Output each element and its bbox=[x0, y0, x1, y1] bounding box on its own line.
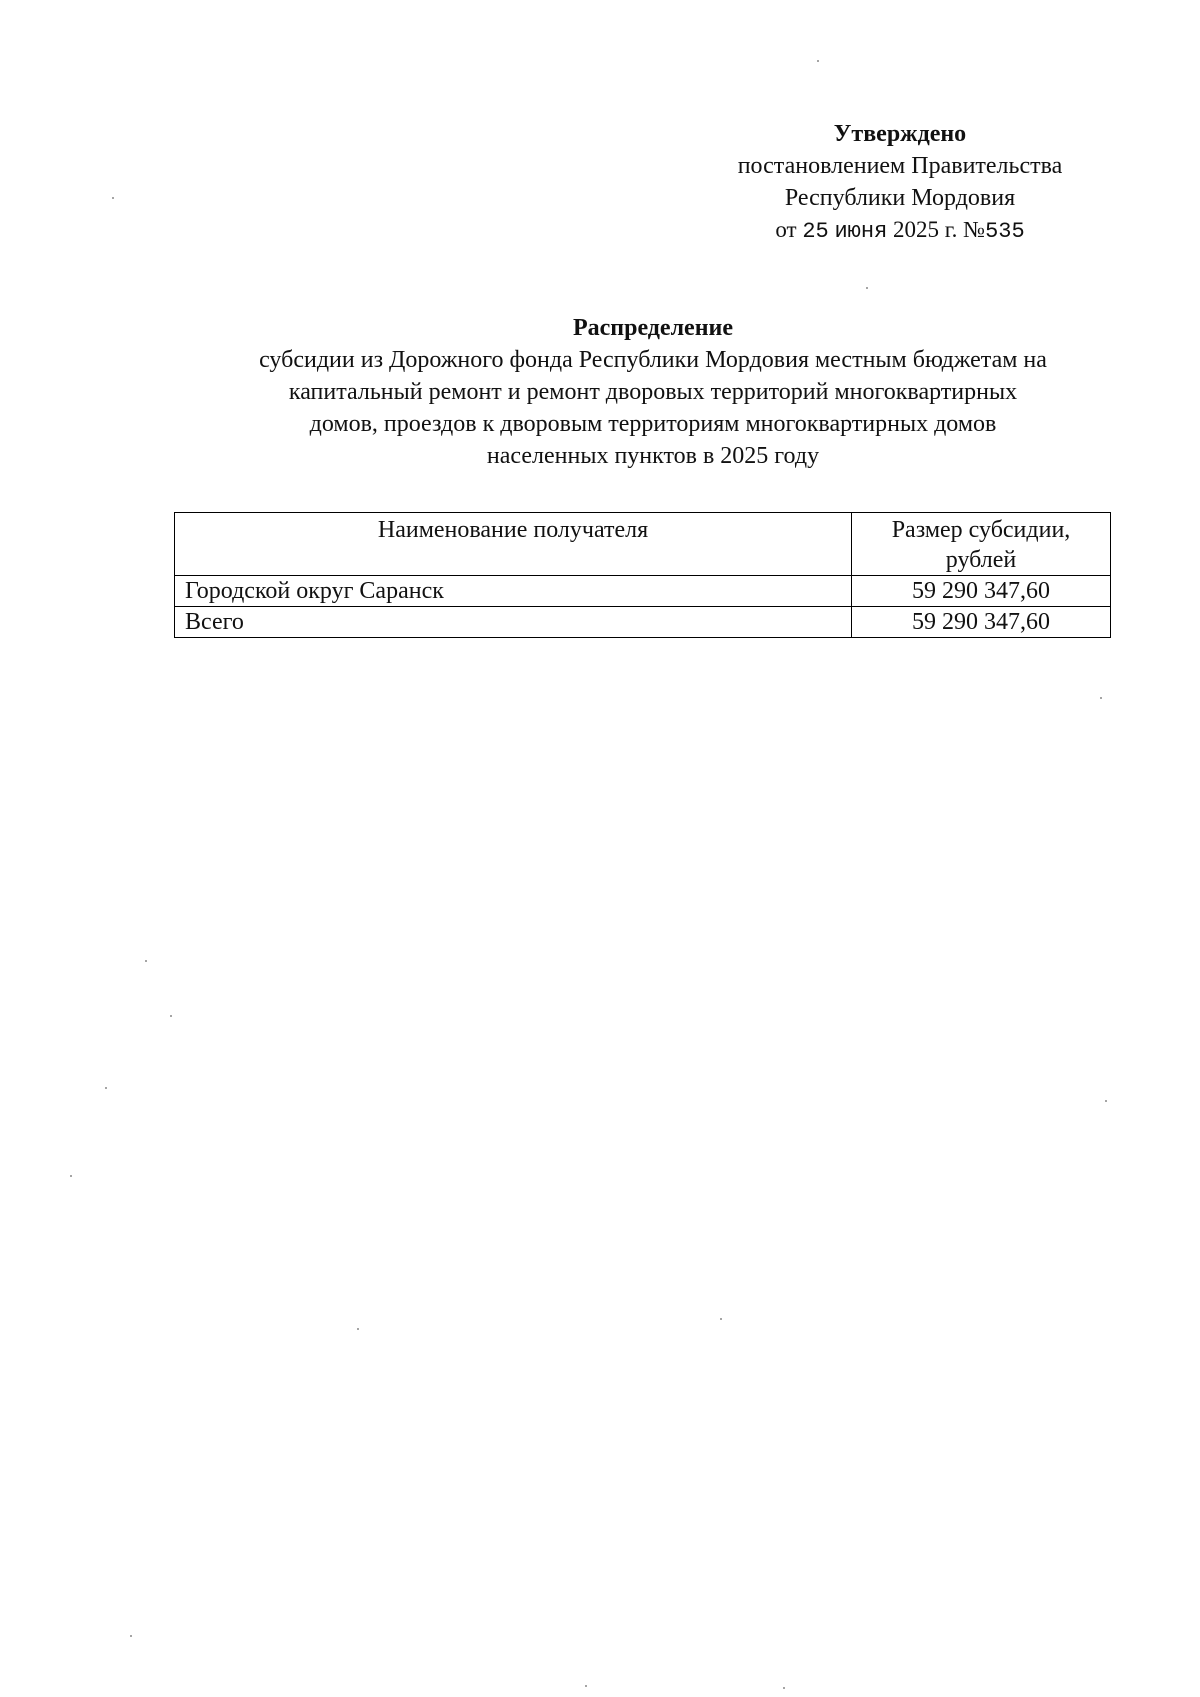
scan-speck bbox=[130, 1635, 132, 1637]
heading-line-1: субсидии из Дорожного фонда Республики Мордовия местным бюджетам на bbox=[259, 347, 1047, 373]
scan-speck bbox=[1105, 1100, 1107, 1102]
approval-block bbox=[690, 118, 1110, 248]
heading-line-4: населенных пунктов в 2025 году bbox=[486, 443, 820, 469]
date-day: 25 bbox=[802, 219, 829, 244]
approval-line-2: Республики Мордовия bbox=[784, 185, 1016, 211]
scan-speck bbox=[170, 1015, 172, 1017]
scan-speck bbox=[585, 1685, 587, 1687]
heading-line-3: домов, проездов к дворовым территориям многоквартирных домов bbox=[309, 411, 997, 437]
table-row bbox=[175, 576, 1111, 607]
scan-speck bbox=[866, 287, 868, 289]
document-heading bbox=[168, 312, 1138, 472]
approval-heading: Утверждено bbox=[833, 121, 967, 147]
header-recipient-name: Наименование получателя bbox=[175, 513, 852, 576]
distribution-table bbox=[174, 512, 1111, 638]
scan-speck bbox=[112, 197, 114, 199]
approval-date-line bbox=[690, 214, 1110, 248]
recipient-name: Городской округ Саранск bbox=[175, 576, 852, 607]
scan-speck bbox=[357, 1328, 359, 1330]
heading-line-2: капитальный ремонт и ремонт дворовых территорий многоквартирных bbox=[288, 379, 1018, 405]
scan-speck bbox=[145, 960, 147, 962]
scan-speck bbox=[817, 60, 819, 62]
document-title: Распределение bbox=[572, 315, 734, 341]
total-amount: 59 290 347,60 bbox=[852, 607, 1111, 638]
scan-speck bbox=[783, 1687, 785, 1689]
total-label: Всего bbox=[175, 607, 852, 638]
date-year: 2025 г. № bbox=[893, 217, 986, 242]
scan-speck bbox=[720, 1318, 722, 1320]
table-header-row bbox=[175, 513, 1111, 576]
approval-line-1: постановлением Правительства bbox=[737, 153, 1063, 179]
header-subsidy-amount bbox=[852, 513, 1111, 576]
subsidy-amount: 59 290 347,60 bbox=[852, 576, 1111, 607]
scan-speck bbox=[70, 1175, 72, 1177]
scan-speck bbox=[1100, 697, 1102, 699]
date-month: июня bbox=[834, 219, 888, 244]
decree-number: 535 bbox=[985, 219, 1025, 244]
table-total-row bbox=[175, 607, 1111, 638]
header-amount-line-1: Размер субсидии, bbox=[891, 517, 1071, 543]
date-prefix: от bbox=[775, 217, 797, 242]
scan-speck bbox=[105, 1087, 107, 1089]
header-amount-line-2: рублей bbox=[945, 547, 1017, 573]
